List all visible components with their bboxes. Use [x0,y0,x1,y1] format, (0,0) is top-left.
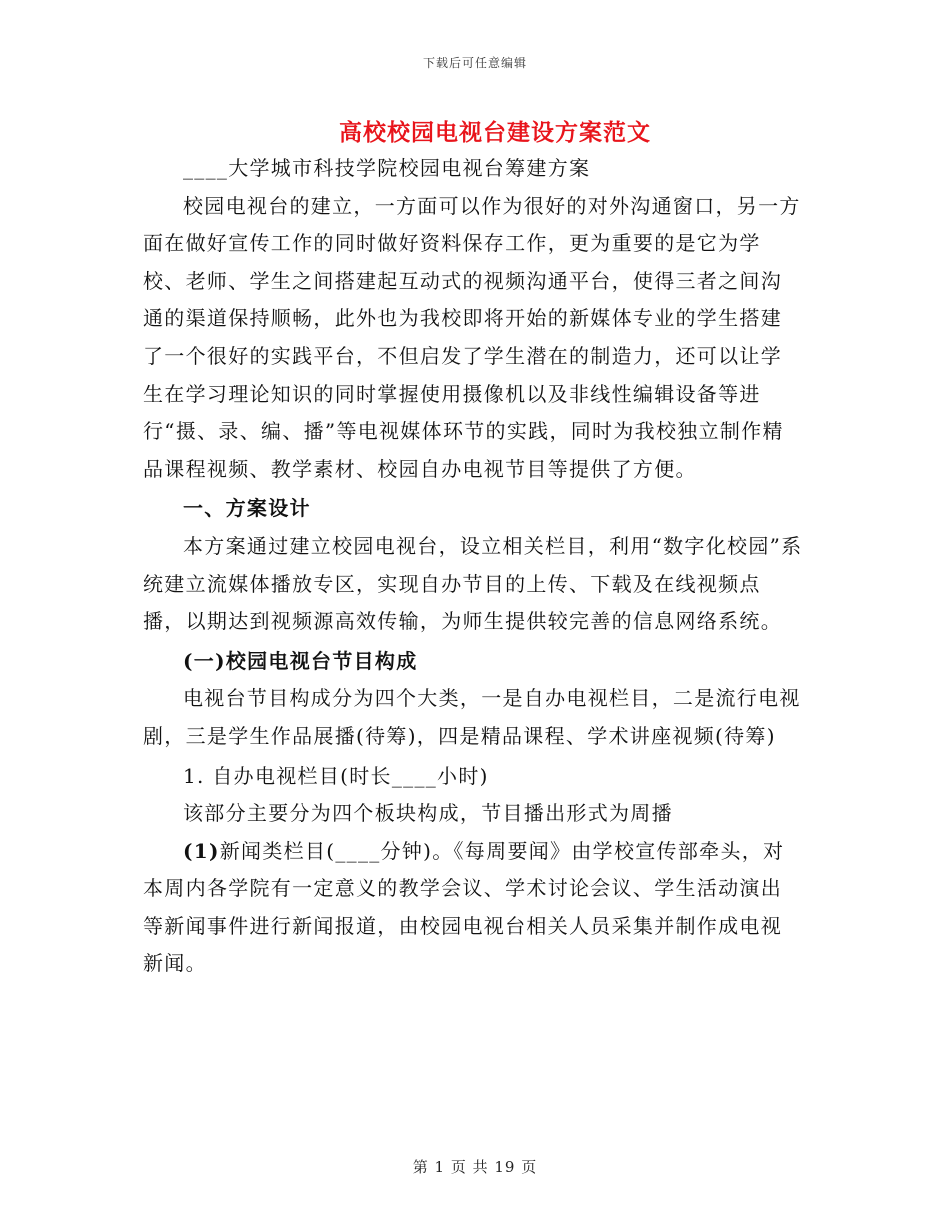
self-run-programs-paragraph: 该部分主要分为四个板块构成，节目播出形式为周播 [183,801,673,826]
section-plan-design-paragraph: 本方案通过建立校园电视台，设立相关栏目，利用“数字化校园”系统建立流媒体播放专区，实现自办节目的上传、下载及在线视频点播，以期达到视频源高效传输，为师生提供较完善的信息网络系统。 [143,533,803,634]
document-body [143,150,803,983]
document-title: 高校校园电视台建设方案范文 [339,119,651,146]
subsection-heading-program-composition: (一)校园电视台节目构成 [183,648,418,673]
section-heading-plan-design: 一、方案设计 [183,496,311,521]
page-number: 第 1 页 共 19 页 [412,1158,538,1176]
news-program-prefix: (1) [183,838,220,863]
header-note: 下载后可任意编辑 [422,56,527,70]
document-subtitle: ____大学城市科技学院校园电视台筹建方案 [183,156,591,180]
news-program-paragraph [143,833,803,983]
intro-paragraph: 校园电视台的建立，一方面可以作为很好的对外沟通窗口，另一方面在做好宣传工作的同时做好资料保存工作，更为重要的是它为学校、老师、学生之间搭建起互动式的视频沟通平台，使得三者之间沟通的渠道保持顺畅，此外也为我校即将开始的新媒体专业的学生搭建了一个很好的实践平台，不但启发了学生潜在的制造力，还可以让学生在学习理论知识的同时掌握使用摄像机以及非线性编辑设备等进行“摄、录、编、播”等电视媒体环节的实践，同时为我校独立制作精品课程视频、教学素材、校园自办电视节目等提供了方便。 [143,193,801,481]
program-composition-paragraph: 电视台节目构成分为四个大类，一是自办电视栏目，二是流行电视剧，三是学生作品展播(待筹)，四是精品课程、学术讲座视频(待筹) [143,686,801,748]
item-heading-self-run-programs: 1. 自办电视栏目(时长____小时) [183,763,489,788]
news-program-text: 新闻类栏目(____分钟)。《每周要闻》由学校宣传部牵头，对本周内各学院有一定意义的教学会议、学术讨论会议、学生活动演出等新闻事件进行新闻报道，由校园电视台相关人员采集并制作成电视新闻。 [143,838,785,976]
